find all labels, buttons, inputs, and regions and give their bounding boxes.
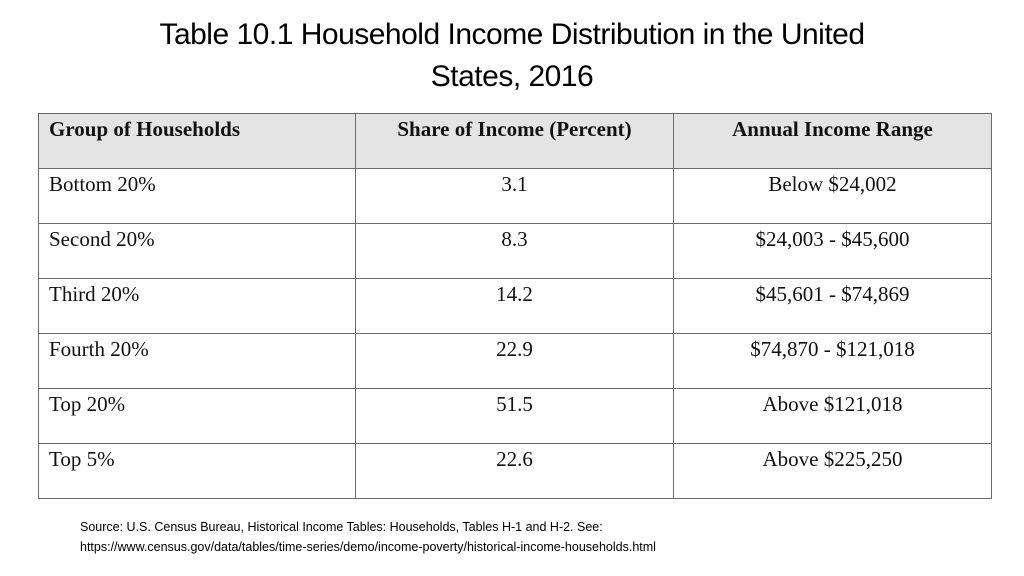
header-share-of-income: Share of Income (Percent) bbox=[356, 114, 674, 169]
slide-title-line-1: Table 10.1 Household Income Distribution in the United bbox=[159, 18, 865, 51]
cell-share: 51.5 bbox=[356, 389, 674, 444]
table-row bbox=[39, 169, 992, 224]
cell-range: Above $121,018 bbox=[674, 389, 992, 444]
income-distribution-table bbox=[38, 113, 992, 499]
cell-group: Bottom 20% bbox=[39, 169, 356, 224]
header-annual-income-range: Annual Income Range bbox=[674, 114, 992, 169]
cell-group: Third 20% bbox=[39, 279, 356, 334]
table-row bbox=[39, 444, 992, 499]
cell-group: Top 5% bbox=[39, 444, 356, 499]
source-url: https://www.census.gov/data/tables/time-series/demo/income-poverty/historical-income-households.html bbox=[80, 540, 656, 554]
table-row bbox=[39, 389, 992, 444]
source-citation: Source: U.S. Census Bureau, Historical Income Tables: Households, Tables H-1 and H-2. See: bbox=[80, 520, 603, 534]
cell-range: Below $24,002 bbox=[674, 169, 992, 224]
table-row bbox=[39, 224, 992, 279]
table-row bbox=[39, 279, 992, 334]
cell-share: 22.6 bbox=[356, 444, 674, 499]
cell-range: $24,003 - $45,600 bbox=[674, 224, 992, 279]
cell-share: 8.3 bbox=[356, 224, 674, 279]
source-note bbox=[80, 517, 980, 557]
cell-range: Above $225,250 bbox=[674, 444, 992, 499]
header-group-of-households: Group of Households bbox=[39, 114, 356, 169]
table-row bbox=[39, 334, 992, 389]
cell-range: $45,601 - $74,869 bbox=[674, 279, 992, 334]
cell-group: Second 20% bbox=[39, 224, 356, 279]
cell-share: 14.2 bbox=[356, 279, 674, 334]
slide-title bbox=[0, 14, 1024, 98]
slide-title-line-2: States, 2016 bbox=[430, 60, 594, 93]
table-header-row bbox=[39, 114, 992, 169]
cell-share: 3.1 bbox=[356, 169, 674, 224]
cell-range: $74,870 - $121,018 bbox=[674, 334, 992, 389]
cell-group: Fourth 20% bbox=[39, 334, 356, 389]
cell-share: 22.9 bbox=[356, 334, 674, 389]
cell-group: Top 20% bbox=[39, 389, 356, 444]
